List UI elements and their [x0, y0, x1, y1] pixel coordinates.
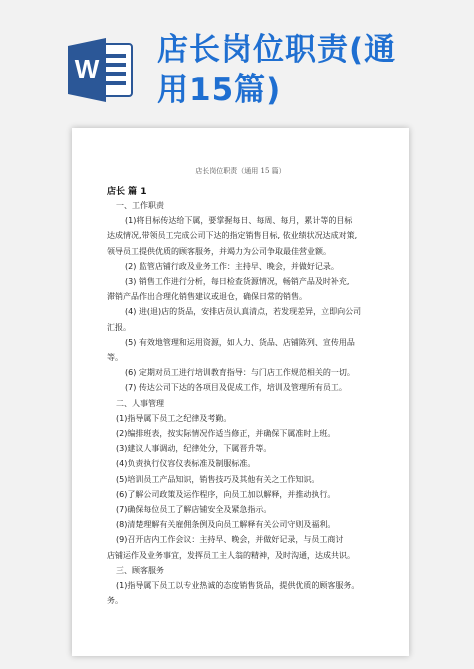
text-line: (3)建议人事调动，纪律处分，下属晋升等。: [116, 444, 272, 454]
title-line-2: 用15篇): [157, 72, 282, 108]
text-line: 汇报。: [107, 322, 131, 332]
text-line: (1)将目标传达给下属，要掌握每日、每周、每月，累计等的目标: [125, 216, 353, 226]
text-line: (7)确保每位员工了解店铺安全及紧急指示。: [116, 505, 272, 515]
svg-text:W: W: [74, 54, 100, 84]
text-line: 店铺运作及业务事宜，发挥员工主人翁的精神，及时沟通，达成共识。: [107, 550, 355, 560]
text-line: 等。: [107, 353, 123, 363]
page-body: [107, 198, 381, 608]
text-line: (6) 定期对员工进行培训教育指导：与门店工作规范相关的一切。: [125, 368, 355, 378]
text-line: 滞销产品作出合理化销售建议或退仓，确保日常的销售。: [107, 292, 307, 302]
text-line: 二、人事管理: [116, 398, 164, 408]
running-header: 店长岗位职责（通用 15 篇）: [195, 167, 286, 175]
text-line: (3) 销售工作进行分析，每日检查货源情况，畅销产品及时补充,: [125, 277, 350, 287]
text-line: (1)指导属下员工以专业热诚的态度销售货品，提供优质的顾客服务。: [116, 581, 360, 591]
text-line: (5)培训员工产品知识，销售技巧及其他有关之工作知识。: [116, 474, 320, 484]
text-line: (2)编排班表，按实际情况作适当修正，并确保下属准时上班。: [116, 429, 336, 439]
text-line: 领导员工提供优质的顾客服务，并竭力为公司争取最佳营业额。: [107, 246, 331, 256]
title-line-1: 店长岗位职责(通: [157, 32, 397, 68]
text-line: (4) 进(退)店的货品，安排店员认真清点，若发现差异，立即向公司: [125, 307, 362, 317]
text-line: (6)了解公司政策及运作程序，向员工加以解释，并推动执行。: [116, 489, 336, 499]
text-line: (4)负责执行仪容仪表标准及制服标准。: [116, 459, 256, 469]
text-line: 三、顾客服务: [116, 565, 164, 575]
text-line: (9)召开店内工作会议：主持早、晚会，并做好记录，与员工商讨: [116, 535, 344, 545]
section-title: 店长 篇 1: [107, 187, 147, 197]
text-line: (2) 监管店铺行政及业务工作：主持早、晚会，并做好记录。: [125, 261, 339, 271]
document-title: [157, 30, 457, 110]
text-line: (8)清楚理解有关雇佣条例及向员工解释有关公司守则及福利。: [116, 520, 336, 530]
text-line: (1)指导属下员工之纪律及考勤。: [116, 413, 232, 423]
document-page-preview: [72, 128, 409, 656]
text-line: 达成情况,带领员工完成公司下达的指定销售目标, 依业绩状况达成对策,: [107, 231, 358, 241]
text-line: 一、工作职责: [116, 201, 164, 210]
text-line: 务。: [107, 596, 123, 606]
document-header: [0, 0, 474, 120]
text-line: (7) 传达公司下达的各项目及促成工作，培训及管理所有员工。: [125, 383, 347, 393]
text-line: (5) 有效地管理和运用资源，如人力、货品、店铺陈列、宣传用品: [125, 337, 355, 347]
word-document-icon: [68, 36, 134, 104]
